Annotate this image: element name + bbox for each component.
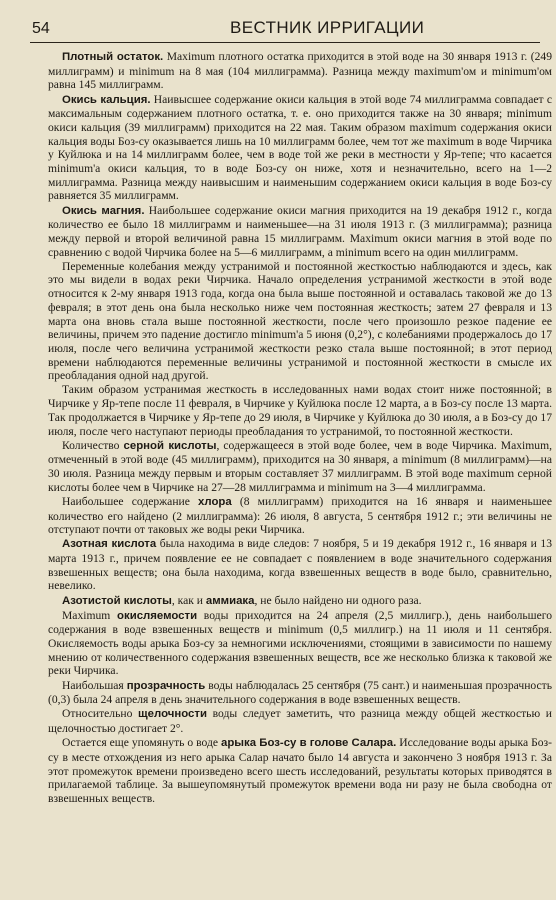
running-title: ВЕСТНИК ИРРИГАЦИИ [230, 18, 425, 37]
paragraph [48, 439, 552, 495]
paragraph [48, 609, 552, 679]
paragraph-term: Окись магния. [62, 204, 145, 217]
paragraph-text: , содержащееся в этой воде более, чем в воде Чирчика. Maximum, отмеченный в этой воде (45 миллиграмм), приходится на 30 января, а minimum (8 миллиграмм)—на 30 июля. Разница между первым и вторым составляет 37 миллиграмм. В этой воде maximum серной кислоты более чем в Чирчике на 27—28 миллиграмма и minimum на 3—4 миллиграмма. [48, 438, 552, 494]
paragraph-term: серной кислоты [123, 439, 217, 452]
paragraph-pre: Относительно [62, 707, 139, 721]
paragraph-term: Окись кальция. [62, 93, 151, 106]
paragraph [48, 383, 552, 438]
paragraph-term: Плотный остаток. [62, 51, 164, 63]
paragraph-term: аммиака [205, 594, 255, 607]
paragraph-mid: , как и [171, 593, 206, 607]
paragraph-text: Maximum плотного остатка приходится в этой воде на 30 января 1913 г. (249 миллиграмм) и minimum на 8 мая (104 миллиграмма). Разница между maximum'ом и minimum'ом равна 145 миллиграмм. [48, 50, 552, 92]
paragraph [48, 93, 552, 204]
paragraph [48, 50, 552, 92]
paragraph-term: окисляемости [117, 609, 198, 622]
paragraph [48, 537, 552, 593]
paragraph-term: Азотная кислота [62, 538, 157, 551]
paragraph-pre: Количество [62, 438, 124, 452]
paragraph [48, 495, 552, 537]
paragraph-text: была находима в виде следов: 7 ноября, 5 и 19 декабря 1912 г., 16 января и 13 марта 1913 г., причем появление ее не совпадает с появлением в воде значительного содержания взвешенных веществ; она была находима, когда взвешенных веществ в воде было, сравнительно, невелико. [48, 537, 552, 593]
paragraph-text: воды следует заметить, что разница между общей жесткостью и щелочностью достигает 2°. [48, 707, 552, 736]
paragraph-term: Азотистой кислоты [62, 594, 172, 607]
paragraph-text: Наибольшее содержание окиси магния приходится на 19 декабря 1912 г., когда количество ее было 18 миллиграмм и наименьшее—на 31 июля 1913 г. (3 миллиграмма); разница между первой и второй величиной равна 15 миллиграмм. Maximum окиси магния в этой воде по сравнению с водой Чирчика более на 5—6 миллиграмм, а minimum всего на один миллиграмм. [48, 203, 552, 259]
page-header [30, 18, 540, 43]
paragraph-pre: Остается еще упомянуть о воде [62, 736, 221, 750]
paragraph-text: воды приходится на 24 апреля (2,5 миллигр.), день наибольшего содержания в воде взвешенных веществ и minimum (0,5 миллигр.) на 11 июля и 11 сентября. Окисляемость воды арыка Боз-су за немногими исключениями, стоящими в зависимости по нашему мнению от количественного содержания взвешенных веществ, все же несколько близка к таковой же реки Чирчика. [48, 608, 552, 678]
paragraph-text: Исследование воды арыка Боз-су в месте отхождения из него арыка Салар начато было 14 августа и закончено 3 ноября 1913 г. За этот промежуток времени произведено всего шесть исследований, результаты которых приводятся в прилагаемой таблице. За вышеупомянутый промежуток времени вода ни разу не была свободна от взвешенных веществ. [48, 736, 553, 805]
paragraph [48, 736, 552, 806]
paragraph-text: Таким образом устранимая жесткость в исследованных нами водах стоит ниже постоянной; в Чирчике у Яр-тепе после 11 февраля, в Чирчике у Куйлюка после 12 марта, а в Боз-су после 13 марта. Так продолжается в Чирчике у Яр-тепе до 29 июля, в Чирчике у Куйлюка до 30 июля, а в Боз-су до 17 июля, после чего наступают периоды преобладания то устранимой, то постоянной жесткости. [48, 383, 552, 438]
paragraph-text: воды наблюдалась 25 сентября (75 сант.) и наименьшая прозрачность (0,3) была 24 апреля в день значительного содержания в воде взвешенных веществ. [48, 678, 552, 707]
paragraph [48, 679, 552, 707]
paragraph [48, 204, 552, 260]
paragraph-term: хлора [198, 495, 232, 508]
paragraph-pre: Наибольшая [62, 678, 127, 692]
paragraph [48, 707, 552, 735]
paragraph-term: щелочности [138, 708, 207, 721]
paragraph-text: (8 миллиграмм) приходится на 16 января и наименьшее количество его найдено (2 миллиграмма): 26 июля, 8 августа, 5 сентября 1912 г.; эти величины не отступают почти от таковых же воды реки Чирчика. [48, 494, 552, 537]
page-number: 54 [32, 20, 50, 37]
paragraph-term: прозрачность [126, 679, 206, 692]
body-text [48, 50, 552, 806]
paragraph-text: Наивысшее содержание окиси кальция в этой воде 74 миллиграмма совпадает с максимальным содержанием плотного остатка, т. е. оно приходится также на 30 января; minimum окиси кальция (39 миллиграмм) приходится на 22 мая. Таким образом maximum содержания окиси кальция воды Боз-су оказывается лишь на 10 миллиграмм более, чем тот же maximum в воде Чирчика у Куйлюка и на 14 миллиграмм более, чем в воде той же реки в местности у Яр-тепе; что касается minimum'а окиси кальция, то в воде Боз-су он ниже, хотя и незначительно, всего на 1—2 миллиграмма. Разница между наивысшим и наименьшим содержанием окиси кальция в воде Боз-су равняется 35 миллиграмм. [48, 92, 553, 203]
paragraph [48, 260, 552, 383]
paragraph-term: арыка Боз-су в голове Салара. [220, 737, 397, 750]
paragraph [48, 594, 552, 609]
paragraph-text: , не было найдено ни одного раза. [254, 593, 422, 607]
paragraph-pre: Наибольшее содержание [62, 494, 199, 508]
paragraph-text: Переменные колебания между устранимой и постоянной жесткостью наблюдаются и здесь, как это мы видели в водах реки Чирчика. Начало определения устранимой жесткости в этой воде относится к 2-му января 1913 года, когда она была выше постоянной и оставалась таковой же до 13 февраля; в этот день она была несколько ниже чем постоянная жесткость; затем 27 февраля и 13 марта она вновь стала выше постоянной жесткости, после чего произошло резкое падение ее величины, причем это падение достигло minimum'а 5 июня (0,2°), с колебаниями продержалось до 17 июля, после чего величина устранимой жесткости резко стала выше постоянной; в этот период времени наблюдаются переменные величины устранимой и постоянной жесткости в смысле их преобладания одной над другой. [48, 259, 552, 383]
paragraph-pre: Maximum [62, 608, 118, 622]
